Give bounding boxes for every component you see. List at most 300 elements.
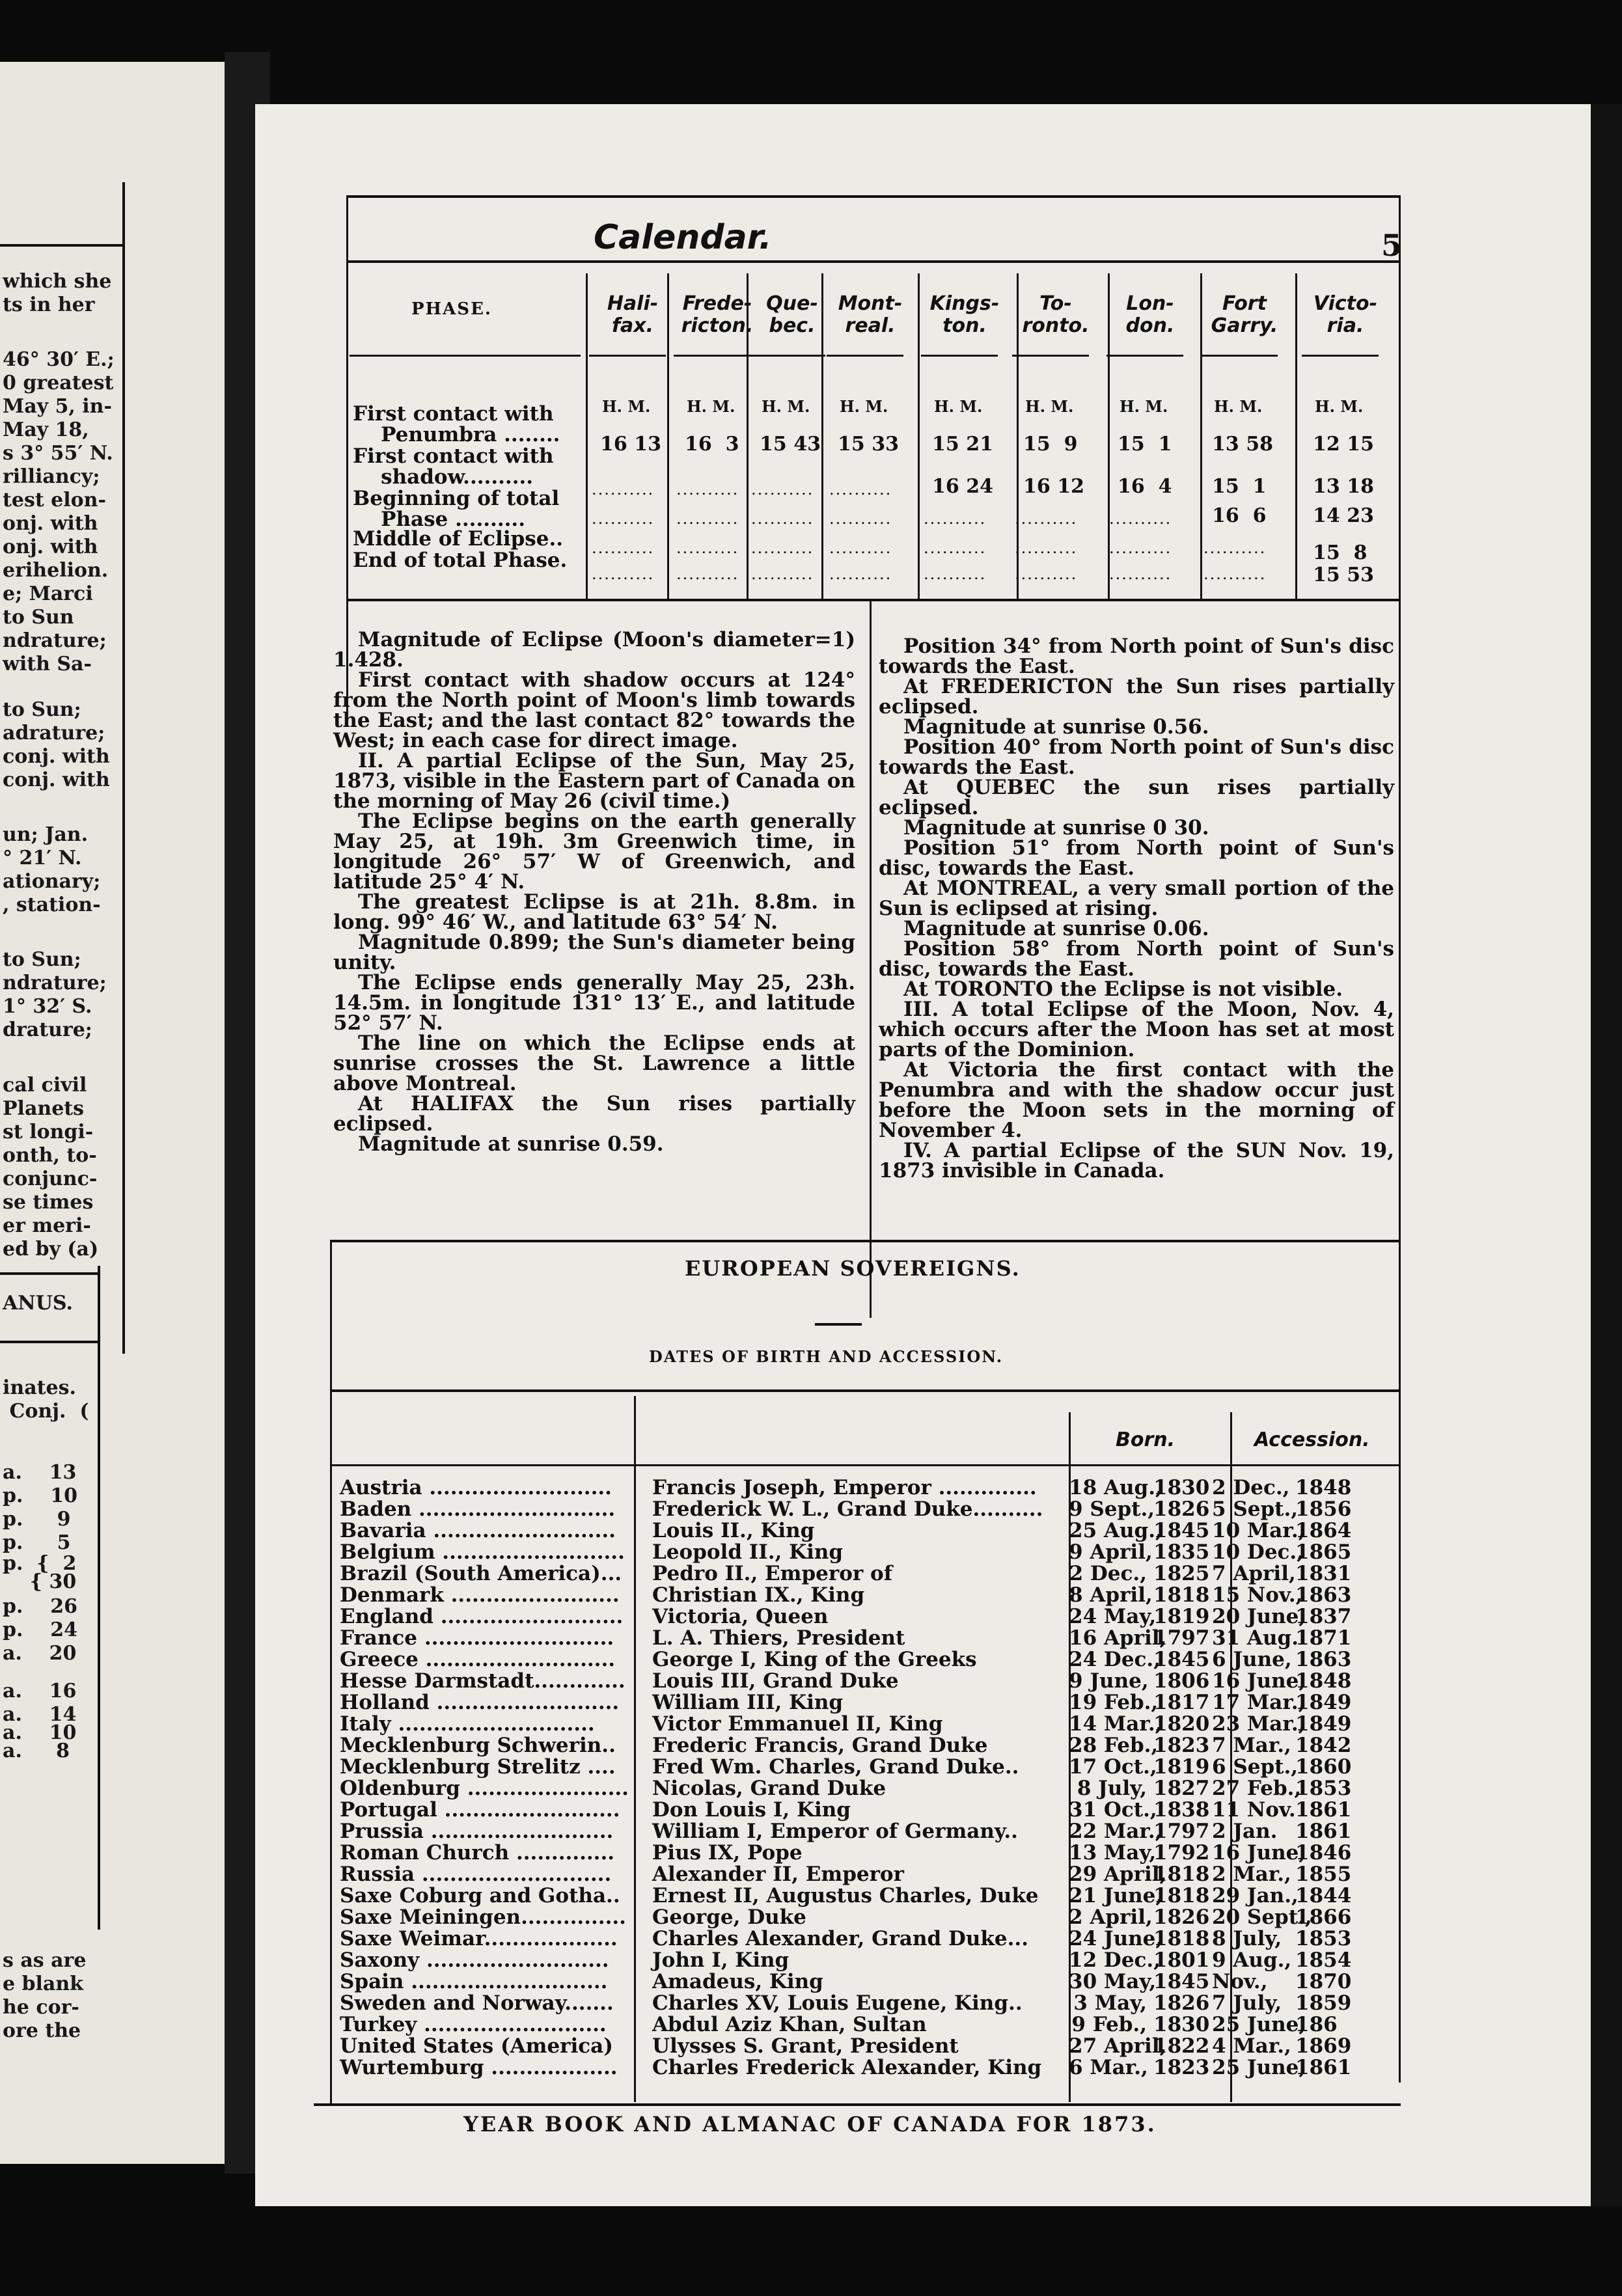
phase-time-cell: 15 9 — [1023, 433, 1078, 456]
country-cell: Turkey .......................... — [340, 2013, 607, 2036]
table-row — [255, 1497, 1352, 1521]
table-row — [255, 1906, 1352, 1929]
accession-year-cell: 1859 — [1295, 1991, 1352, 2015]
table-rule — [330, 1389, 1401, 1392]
phase-time-cell: 16 6 — [1212, 504, 1267, 527]
sovereign-cell: Pius IX, Pope — [652, 1841, 803, 1865]
birth-year-cell: 1819 — [1153, 1605, 1210, 1628]
birth-date-cell: 8 April, — [1069, 1583, 1153, 1607]
facing-page-text: { 30 — [3, 1570, 77, 1593]
facing-page-text: test elon- — [3, 489, 106, 512]
table-row — [255, 1605, 1352, 1628]
table-row — [255, 1669, 1352, 1693]
facing-page-text: conj. with — [3, 769, 110, 791]
leader-dots: .......... — [924, 510, 987, 528]
facing-page-text: to Sun; — [3, 698, 81, 721]
table-row — [255, 1820, 1352, 1843]
country-cell: Bavaria .......................... — [340, 1519, 616, 1542]
hours-minutes-label: H. M. — [1214, 397, 1263, 416]
leader-dots: .......... — [676, 565, 739, 583]
accession-date-cell: 20 June, — [1212, 1605, 1306, 1628]
accession-year-cell: 1870 — [1295, 1970, 1352, 1993]
phase-column-header — [750, 293, 834, 337]
phase-column-header — [922, 293, 1007, 337]
accession-date-cell: 7 April, — [1212, 1562, 1296, 1585]
column-rule — [586, 273, 588, 599]
accession-year-cell: 1849 — [1295, 1691, 1352, 1714]
country-cell: Austria .......................... — [340, 1476, 612, 1499]
table-row — [255, 1970, 1352, 1993]
phase-time-cell: 15 33 — [838, 433, 899, 456]
table-row — [255, 1583, 1352, 1607]
birth-year-cell: 1817 — [1153, 1691, 1210, 1714]
eclipse-paragraph: The Eclipse ends generally May 25, 23h. 14.5m. in longitude 131° 13′ E., and latitude 52° 57′ N. — [333, 971, 855, 1035]
sovereign-cell: George, Duke — [652, 1906, 806, 1929]
eclipse-paragraph: At FREDERICTON the Sun rises partially eclipsed. — [879, 675, 1394, 718]
facing-page-text: inates. — [3, 1376, 76, 1399]
sovereign-cell: Christian IX., King — [652, 1583, 865, 1607]
country-cell: Saxe Weimar................... — [340, 1927, 618, 1950]
column-header-line: Kings- — [929, 292, 1000, 315]
accession-date-cell: 29 Jan., — [1212, 1884, 1299, 1907]
table-row — [255, 1519, 1352, 1542]
facing-page-text: a. 14 — [3, 1703, 77, 1726]
eclipse-paragraph: Magnitude 0.899; the Sun's diameter being unity. — [333, 931, 855, 974]
facing-page-text: ore the — [3, 2019, 81, 2042]
facing-page-text: , station- — [3, 894, 101, 916]
accession-year-cell: 1861 — [1295, 1798, 1352, 1822]
phase-time-cell: 13 18 — [1313, 475, 1374, 498]
facing-page-text: rilliancy; — [3, 465, 100, 488]
accession-year-cell: 1871 — [1295, 1626, 1352, 1650]
table-row — [255, 1777, 1352, 1800]
sovereign-cell: L. A. Thiers, President — [652, 1626, 905, 1650]
sovereign-cell: Abdul Aziz Khan, Sultan — [652, 2013, 927, 2036]
hours-minutes-label: H. M. — [687, 397, 735, 416]
birth-date-cell: 21 June, — [1069, 1884, 1163, 1907]
facing-page-text: which she — [3, 270, 112, 293]
page-title: Calendar. — [594, 218, 772, 257]
facing-page-text: conjunc- — [3, 1168, 98, 1190]
birth-year-cell: 1801 — [1153, 1948, 1210, 1972]
facing-page-text: ndrature; — [3, 972, 107, 994]
column-rule — [98, 1266, 100, 1930]
facing-page-text: erihelion. — [3, 559, 109, 582]
sovereign-cell: Frederick W. L., Grand Duke.......... — [652, 1497, 1043, 1521]
leader-dots: .......... — [1015, 539, 1078, 557]
phase-column-header — [828, 293, 913, 337]
accession-date-cell: 20 Sept., — [1212, 1906, 1312, 1929]
facing-page-text: p. 26 — [3, 1595, 77, 1618]
birth-date-cell: 27 April, — [1069, 2034, 1167, 2058]
facing-page-text: a. 13 — [3, 1461, 77, 1484]
sovereign-cell: Charles XV, Louis Eugene, King.. — [652, 1991, 1023, 2015]
column-rule — [0, 244, 124, 247]
sovereign-cell: Louis III, Grand Duke — [652, 1669, 899, 1693]
sovereign-cell: Pedro II., Emperor of — [652, 1562, 893, 1585]
hours-minutes-label: H. M. — [1025, 397, 1074, 416]
accession-year-cell: 1854 — [1295, 1948, 1352, 1972]
column-header-line: Garry. — [1211, 314, 1278, 337]
birth-year-cell: 1825 — [1153, 1562, 1210, 1585]
birth-date-cell: 30 May, — [1069, 1970, 1157, 1993]
accession-date-cell: 4 Mar., — [1212, 2034, 1291, 2058]
birth-date-cell: 13 May, — [1069, 1841, 1157, 1865]
birth-date-cell: 2 Dec., — [1069, 1562, 1147, 1585]
table-rule — [921, 355, 998, 357]
hours-minutes-label: H. M. — [602, 397, 651, 416]
eclipse-paragraph: Magnitude of Eclipse (Moon's diameter=1) 1.428. — [333, 628, 855, 672]
accession-year-cell: 1848 — [1295, 1669, 1352, 1693]
phase-time-cell: 14 23 — [1313, 504, 1374, 527]
table-row — [255, 1991, 1352, 2015]
column-header-line: don. — [1125, 314, 1175, 337]
hours-minutes-label: H. M. — [934, 397, 983, 416]
sovereign-cell: Charles Frederick Alexander, King — [652, 2056, 1042, 2079]
leader-dots: .......... — [751, 565, 814, 583]
table-row — [255, 1540, 1352, 1564]
birth-year-cell: 1845 — [1153, 1519, 1210, 1542]
birth-date-cell: 8 July, — [1077, 1777, 1147, 1800]
country-cell: Prussia .......................... — [340, 1820, 614, 1843]
column-header-line: Hali- — [607, 292, 659, 315]
accession-year-cell: 1831 — [1295, 1562, 1352, 1585]
leader-dots: .......... — [1015, 565, 1078, 583]
phase-time-cell: 12 15 — [1313, 433, 1374, 456]
eclipse-paragraph: II. A partial Eclipse of the Sun, May 25, 1873, visible in the Eastern part of Canada on the morning of May 26 (civil time.) — [333, 749, 855, 813]
accession-year-cell: 1866 — [1295, 1906, 1352, 1929]
country-cell: Saxony .......................... — [340, 1948, 609, 1972]
column-header-line: ricton. — [681, 314, 754, 337]
table-rule — [674, 355, 750, 357]
country-cell: Wurtemburg .................. — [340, 2056, 618, 2079]
birth-year-cell: 1826 — [1153, 1991, 1210, 2015]
column-rule — [870, 599, 872, 1318]
accession-date-cell: 17 Mar., — [1212, 1691, 1306, 1714]
eclipse-paragraph: At HALIFAX the Sun rises partially eclipsed. — [333, 1092, 855, 1136]
table-rule — [1201, 355, 1278, 357]
birth-year-cell: 1826 — [1153, 1497, 1210, 1521]
column-header-line: ton. — [942, 314, 987, 337]
facing-page-text: with Sa- — [3, 653, 92, 676]
column-header-line: Que- — [766, 292, 818, 315]
column-rule — [122, 182, 125, 1354]
facing-page-text: a. 20 — [3, 1642, 77, 1665]
birth-year-cell: 1830 — [1153, 2013, 1210, 2036]
eclipse-paragraph: The line on which the Eclipse ends at sunrise crosses the St. Lawrence a little above Montreal. — [333, 1032, 855, 1095]
accession-date-cell: 10 Mar., — [1212, 1519, 1306, 1542]
accession-date-cell: 16 June, — [1212, 1669, 1306, 1693]
sovereign-cell: Amadeus, King — [652, 1970, 823, 1993]
leader-dots: .......... — [1109, 539, 1172, 557]
accession-date-cell: 2 Dec., — [1212, 1476, 1290, 1499]
column-header-line: Victo- — [1313, 292, 1378, 315]
phase-column-header — [675, 293, 760, 337]
sovereign-cell: Victor Emmanuel II, King — [652, 1712, 943, 1736]
phase-row-label: End of total Phase. — [353, 549, 568, 572]
facing-page-text: s as are — [3, 1949, 87, 1972]
table-rule — [350, 355, 581, 357]
country-cell: Mecklenburg Strelitz .... — [340, 1755, 616, 1779]
country-cell: Portugal ......................... — [340, 1798, 620, 1822]
eclipse-paragraph: Position 51° from North point of Sun's disc, towards the East. — [879, 836, 1394, 880]
birth-year-cell: 1818 — [1153, 1583, 1210, 1607]
phase-time-cell: 16 13 — [600, 433, 661, 456]
facing-page-text: e; Marci — [3, 582, 93, 605]
birth-date-cell: 2 April, — [1069, 1906, 1153, 1929]
facing-page-text: p. 5 — [3, 1531, 71, 1554]
phase-time-cell: 15 21 — [932, 433, 993, 456]
almanac-page — [255, 104, 1591, 2206]
birth-date-cell: 9 June, — [1069, 1669, 1149, 1693]
accession-year-cell: 1863 — [1295, 1648, 1352, 1671]
facing-page-text: ndrature; — [3, 629, 107, 652]
birth-year-cell: 1845 — [1153, 1648, 1210, 1671]
facing-page-text: ° 21′ N. — [3, 847, 82, 869]
accession-date-cell: 25 June, — [1212, 2056, 1306, 2079]
accession-date-cell: 8 July, — [1212, 1927, 1282, 1950]
birth-date-cell: 9 Sept., — [1069, 1497, 1155, 1521]
accession-year-cell: 1863 — [1295, 1583, 1352, 1607]
phase-time-cell: 16 12 — [1023, 475, 1084, 498]
birth-year-cell: 1792 — [1153, 1841, 1210, 1865]
facing-page-text: May 5, in- — [3, 395, 112, 418]
column-header-line: Frede- — [682, 292, 752, 315]
leader-dots: .......... — [829, 480, 892, 499]
facing-page-text: ed by (a) — [3, 1238, 99, 1261]
country-cell: Brazil (South America)... — [340, 1562, 622, 1585]
facing-page-text: un; Jan. — [3, 823, 89, 846]
eclipse-paragraph: First contact with shadow occurs at 124° from the North point of Moon's limb towards the East; and the last contact 82° towards the West; in each case for direct image. — [333, 668, 855, 752]
accession-date-cell: 15 Nov., — [1212, 1583, 1303, 1607]
leader-dots: .......... — [592, 539, 655, 557]
table-row — [255, 1476, 1352, 1499]
birth-year-cell: 1797 — [1153, 1626, 1210, 1650]
country-cell: Belgium .......................... — [340, 1540, 625, 1564]
accession-date-cell: 7 July, — [1212, 1991, 1282, 2015]
country-cell: Baden ............................ — [340, 1497, 616, 1521]
phase-time-cell: 16 3 — [685, 433, 739, 456]
birth-date-cell: 24 Dec., — [1069, 1648, 1161, 1671]
sovereign-cell: Nicolas, Grand Duke — [652, 1777, 887, 1800]
country-cell: Saxe Meiningen............... — [340, 1906, 626, 1929]
table-row — [255, 1712, 1352, 1736]
leader-dots: .......... — [592, 480, 655, 499]
table-row — [255, 1734, 1352, 1757]
phase-time-cell: 15 8 — [1313, 541, 1368, 564]
table-rule — [589, 355, 666, 357]
birth-date-cell: 24 June, — [1069, 1927, 1163, 1950]
accession-date-cell: 5 Sept., — [1212, 1497, 1299, 1521]
accession-year-cell: 1848 — [1295, 1476, 1352, 1499]
facing-page-text: ANUS. — [3, 1292, 73, 1315]
eclipse-paragraph: IV. A partial Eclipse of the SUN Nov. 19, 1873 invisible in Canada. — [879, 1139, 1394, 1182]
leader-dots: .......... — [592, 565, 655, 583]
birth-year-cell: 1823 — [1153, 1734, 1210, 1757]
accession-year-cell: 1849 — [1295, 1712, 1352, 1736]
country-cell: Russia ........................... — [340, 1863, 612, 1886]
accession-date-cell: 10 Dec., — [1212, 1540, 1304, 1564]
column-header-line: bec. — [769, 314, 816, 337]
birth-year-cell: 1826 — [1153, 1906, 1210, 1929]
facing-page-text: p. 10 — [3, 1484, 77, 1507]
sovereign-cell: John I, King — [652, 1948, 790, 1972]
sovereign-cell: Francis Joseph, Emperor .............. — [652, 1476, 1037, 1499]
table-row — [255, 1863, 1352, 1886]
phase-row-label: Beginning of total Phase .......... — [353, 487, 560, 531]
accession-date-cell: 11 Nov. — [1212, 1798, 1296, 1822]
column-rule — [0, 1272, 98, 1275]
phase-time-cell: 16 4 — [1118, 475, 1172, 498]
country-cell: Mecklenburg Schwerin.. — [340, 1734, 616, 1757]
accession-year-cell: 1853 — [1295, 1927, 1352, 1950]
column-header-line: To- — [1039, 292, 1072, 315]
leader-dots: .......... — [829, 510, 892, 528]
birth-date-cell: 16 April, — [1069, 1626, 1167, 1650]
leader-dots: .......... — [592, 510, 655, 528]
hours-minutes-label: H. M. — [840, 397, 888, 416]
column-rule — [918, 273, 920, 599]
birth-date-cell: 25 Aug., — [1069, 1519, 1162, 1542]
hours-minutes-label: H. M. — [1120, 397, 1168, 416]
born-column-header: Born. — [1116, 1428, 1175, 1451]
eclipse-paragraph: Magnitude at sunrise 0.56. — [903, 715, 1209, 739]
accession-year-cell: 1861 — [1295, 1820, 1352, 1843]
phase-time-cell: 15 53 — [1313, 564, 1374, 586]
column-header-line: real. — [845, 314, 896, 337]
country-cell: Denmark ........................ — [340, 1583, 620, 1607]
phase-column-header — [1303, 293, 1388, 337]
phase-column-header — [1013, 293, 1098, 337]
phase-time-cell: 15 43 — [760, 433, 821, 456]
accession-year-cell: 1844 — [1295, 1884, 1352, 1907]
birth-year-cell: 1830 — [1153, 1476, 1210, 1499]
facing-page-text: Planets — [3, 1097, 85, 1120]
phase-row-label: First contact with Penumbra ........ — [353, 402, 560, 446]
leader-dots: .......... — [829, 539, 892, 557]
country-cell: Hesse Darmstadt............. — [340, 1669, 625, 1693]
birth-year-cell: 1818 — [1153, 1884, 1210, 1907]
facing-page-text: onj. with — [3, 536, 98, 558]
country-cell: France ........................... — [340, 1626, 614, 1650]
facing-page-text: conj. with — [3, 745, 110, 768]
facing-page-fragment — [0, 62, 225, 2164]
birth-year-cell: 1822 — [1153, 2034, 1210, 2058]
accession-year-cell: 1860 — [1295, 1755, 1352, 1779]
eclipse-paragraph: The Eclipse begins on the earth generally May 25, at 19h. 3m Greenwich time, in longitude 26° 57′ W of Greenwich, and latitude 25° 4′ N. — [333, 810, 855, 894]
accession-year-cell: 1865 — [1295, 1540, 1352, 1564]
country-cell: Greece ........................... — [340, 1648, 616, 1671]
facing-page-text: 46° 30′ E.; — [3, 348, 115, 371]
country-cell: Roman Church .............. — [340, 1841, 615, 1865]
accession-year-cell: 1842 — [1295, 1734, 1352, 1757]
column-header-line: Fort — [1222, 292, 1267, 315]
phase-time-cell: 15 1 — [1212, 475, 1267, 498]
eclipse-paragraph: Magnitude at sunrise 0.59. — [358, 1132, 664, 1156]
birth-year-cell: 1838 — [1153, 1798, 1210, 1822]
phase-column-header — [1202, 293, 1287, 337]
page-edge — [1591, 104, 1622, 2206]
column-header-line: Lon- — [1126, 292, 1174, 315]
accession-date-cell: 23 Mar., — [1212, 1712, 1306, 1736]
leader-dots: .......... — [924, 539, 987, 557]
table-rule — [1302, 355, 1379, 357]
leader-dots: .......... — [1109, 510, 1172, 528]
leader-dots: .......... — [829, 565, 892, 583]
birth-year-cell: 1823 — [1153, 2056, 1210, 2079]
accession-year-cell: 1861 — [1295, 2056, 1352, 2079]
column-header-line: fax. — [611, 314, 654, 337]
table-row — [255, 1948, 1352, 1972]
eclipse-paragraph: At MONTREAL, a very small portion of the Sun is eclipsed at rising. — [879, 877, 1394, 920]
facing-page-text: adrature; — [3, 722, 105, 745]
sovereigns-title: EUROPEAN SOVEREIGNS. — [685, 1256, 1021, 1281]
accession-year-cell: 1864 — [1295, 1519, 1352, 1542]
table-row — [255, 2056, 1352, 2079]
birth-year-cell: 1806 — [1153, 1669, 1210, 1693]
facing-page-text: drature; — [3, 1018, 92, 1041]
leader-dots: .......... — [751, 539, 814, 557]
header-rule — [346, 260, 1401, 263]
accession-year-cell: 186 — [1295, 2013, 1338, 2036]
sovereign-cell: Louis II., King — [652, 1519, 815, 1542]
frame-rule — [1399, 195, 1401, 2083]
table-row — [255, 1755, 1352, 1779]
facing-page-text: ationary; — [3, 870, 101, 893]
sovereign-cell: Victoria, Queen — [652, 1605, 829, 1628]
sovereign-cell: Leopold II., King — [652, 1540, 844, 1564]
sovereign-cell: Ulysses S. Grant, President — [652, 2034, 959, 2058]
table-row — [255, 1841, 1352, 1865]
birth-year-cell: 1835 — [1153, 1540, 1210, 1564]
eclipse-paragraph: Magnitude at sunrise 0.06. — [903, 917, 1209, 940]
accession-date-cell: 9 Aug., — [1212, 1948, 1292, 1972]
sovereign-cell: Frederic Francis, Grand Duke — [652, 1734, 988, 1757]
eclipse-paragraph: Position 34° from North point of Sun's disc towards the East. — [879, 635, 1394, 678]
phase-time-cell: 15 1 — [1118, 433, 1172, 456]
leader-dots: .......... — [751, 480, 814, 499]
phase-time-cell: 16 24 — [932, 475, 993, 498]
table-rule — [749, 355, 825, 357]
accession-year-cell: 1853 — [1295, 1777, 1352, 1800]
birth-date-cell: 18 Aug., — [1069, 1476, 1162, 1499]
phase-column-header — [590, 293, 675, 337]
column-header-line: Mont- — [838, 292, 903, 315]
country-cell: Oldenburg ....................... — [340, 1777, 629, 1800]
table-rule — [346, 599, 1401, 601]
birth-date-cell: 6 Mar., — [1069, 2056, 1148, 2079]
birth-year-cell: 1827 — [1153, 1777, 1210, 1800]
birth-year-cell: 1797 — [1153, 1820, 1210, 1843]
birth-year-cell: 1819 — [1153, 1755, 1210, 1779]
accession-date-cell: 6 June, — [1212, 1648, 1292, 1671]
accession-date-cell: 31 Aug. — [1212, 1626, 1299, 1650]
table-rule — [1107, 355, 1183, 357]
birth-year-cell: 1818 — [1153, 1863, 1210, 1886]
facing-page-text: to Sun — [3, 606, 74, 629]
hours-minutes-label: H. M. — [762, 397, 810, 416]
eclipse-text-left — [333, 630, 855, 1155]
column-header-line: ronto. — [1022, 314, 1090, 337]
title-dash — [815, 1323, 862, 1326]
country-cell: England .......................... — [340, 1605, 624, 1628]
table-row — [255, 1648, 1352, 1671]
facing-page-text: to Sun; — [3, 948, 81, 971]
accession-date-cell: Nov., — [1212, 1970, 1268, 1993]
birth-year-cell: 1820 — [1153, 1712, 1210, 1736]
phase-row-label: Middle of Eclipse.. — [353, 527, 564, 551]
eclipse-paragraph: At QUEBEC the sun rises partially eclipsed. — [879, 776, 1394, 819]
